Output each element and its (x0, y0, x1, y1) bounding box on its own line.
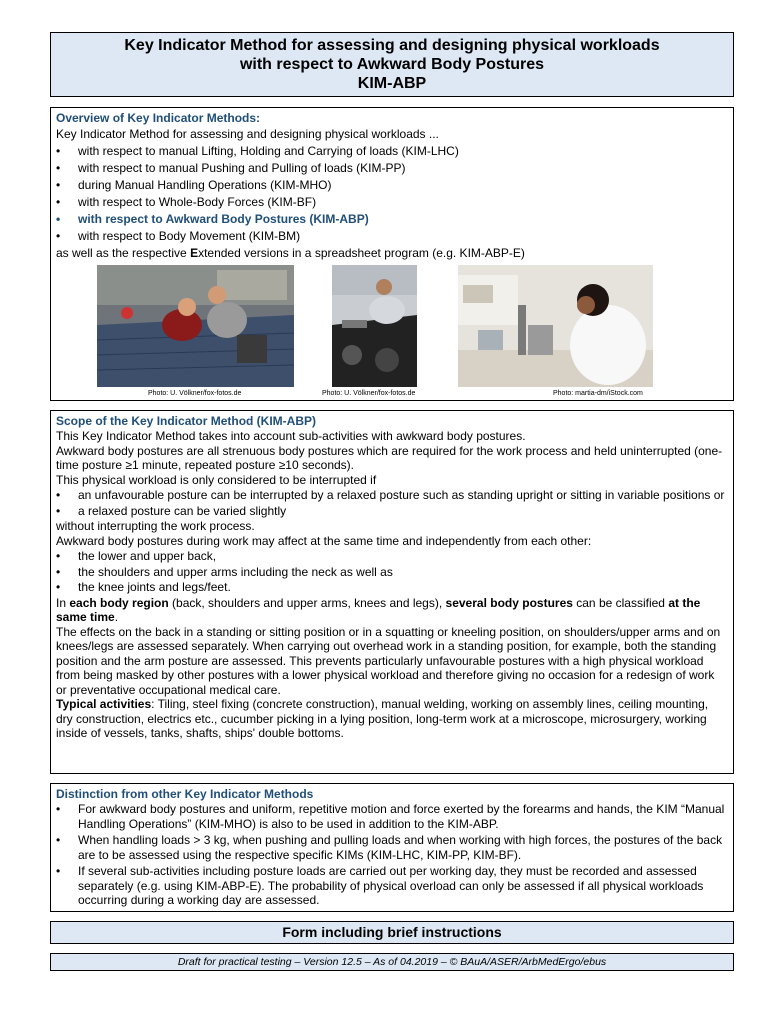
scope-paragraph: The effects on the back in a standing or sitting position or in a squatting or kneeling position, on shoulders/upper arms and on knees/legs are assessed separately. When carrying out overhead work in a standing position, for example, both the standing position and the arm posture are assessed. This prevents particularly unfavourable postures with a high physical workload from being masked by other postures with a lower physical workload and therefore giving no occasion for a redesign of work or preventative occupational medical care. (56, 624, 721, 697)
scope-section (50, 410, 734, 774)
typical-activities: Typical activities: Tiling, steel fixing (concrete construction), manual welding, working on assembly lines, ceiling mounting, dry construction, electrics etc., cucumber picking in a lying position, long-term work at a microscope, microsurgery, working inside of vessels, tanks, shafts, ships' double bottoms. (56, 697, 709, 740)
photo-credit: Photo: U. Völkner/fox-fotos.de (148, 390, 242, 397)
list-item-highlighted: • with respect to Awkward Body Postures (KIM-ABP) (56, 212, 369, 226)
scientist-microscope-photo (458, 265, 653, 387)
overview-list (56, 143, 728, 244)
list-item: • a relaxed posture can be varied slightly (56, 503, 287, 518)
overview-outro: as well as the respective Extended versions in a spreadsheet program (e.g. KIM-ABP-E) (56, 246, 525, 260)
scope-paragraph: Awkward body postures are all strenuous body postures which are required for the work process and held uninterrupted (one-time posture ≥1 minute, repeated posture ≥10 seconds). (56, 443, 723, 472)
overview-intro: Key Indicator Method for assessing and designing physical workloads ... (56, 127, 439, 141)
scope-paragraph: This Key Indicator Method takes into account sub-activities with awkward body postures. (56, 429, 526, 443)
scope-paragraph: without interrupting the work process. (56, 519, 255, 533)
photo-credit: Photo: martia-dm/iStock.com (553, 390, 643, 397)
document-header (50, 32, 734, 97)
list-item: • For awkward body postures and uniform, repetitive motion and force exerted by the forearms and hands, the KIM “Manual Handling Operations” (KIM-MHO) is also to be used in addition to the KIM-ABP. (56, 802, 725, 831)
form-title: Form including brief instructions (50, 921, 734, 944)
list-item: • the lower and upper back, (56, 549, 217, 563)
list-item: • with respect to Whole-Body Forces (KIM-BF) (56, 195, 317, 209)
distinction-title: Distinction from other Key Indicator Methods (56, 787, 314, 801)
header-title-line1: Key Indicator Method for assessing and designing physical workloads (124, 37, 660, 54)
interruption-list (56, 488, 728, 518)
list-item: • with respect to Body Movement (KIM-BM) (56, 229, 301, 243)
body-region-list (56, 549, 728, 595)
overview-title: Overview of Key Indicator Methods: (56, 111, 261, 125)
scope-title: Scope of the Key Indicator Method (KIM-ABP) (56, 414, 317, 428)
list-item: • an unfavourable posture can be interrupted by a relaxed posture such as standing upright or sitting in variable positions or (56, 488, 725, 502)
list-item: • with respect to manual Pushing and Pulling of loads (KIM-PP) (56, 161, 406, 175)
list-item: • If several sub-activities including posture loads are carried out per working day, they must be recorded and assessed separately (e.g. using KIM-ABP-E). The probability of physical overload can only be assessed if all physical workloads occurring during a working day are assessed. (56, 864, 704, 907)
mechanic-engine-photo (332, 265, 417, 387)
list-item: • during Manual Handling Operations (KIM-MHO) (56, 178, 332, 192)
list-item: • with respect to manual Lifting, Holding and Carrying of loads (KIM-LHC) (56, 144, 459, 158)
header-title-line2: with respect to Awkward Body Postures (239, 56, 545, 73)
scope-paragraph: In each body region (back, shoulders and upper arms, knees and legs), several body postures can be classified at the same time. (56, 595, 701, 624)
overview-section (50, 107, 734, 401)
footer-note: Draft for practical testing – Version 12.5 – As of 04.2019 – © BAuA/ASER/ArbMedErgo/ebus (50, 953, 734, 971)
distinction-list (56, 802, 728, 908)
header-title-line3: KIM-ABP (357, 75, 427, 92)
photo-credit: Photo: U. Völkner/fox-fotos.de (322, 390, 416, 397)
scope-paragraph: Awkward body postures during work may affect at the same time and independently from each other: (56, 533, 592, 548)
photo-strip (56, 265, 728, 400)
scope-paragraph: This physical workload is only considered to be interrupted if (56, 472, 377, 487)
distinction-section (50, 783, 734, 912)
workers-kneeling-photo (97, 265, 294, 387)
list-item: • the knee joints and legs/feet. (56, 580, 231, 594)
list-item: • the shoulders and upper arms including the neck as well as (56, 564, 393, 579)
list-item: • When handling loads > 3 kg, when pushing and pulling loads and when working with high forces, the postures of the back are to be assessed using the respective specific KIMs (KIM-LHC, KIM-PP, KIM-BF). (56, 833, 723, 862)
